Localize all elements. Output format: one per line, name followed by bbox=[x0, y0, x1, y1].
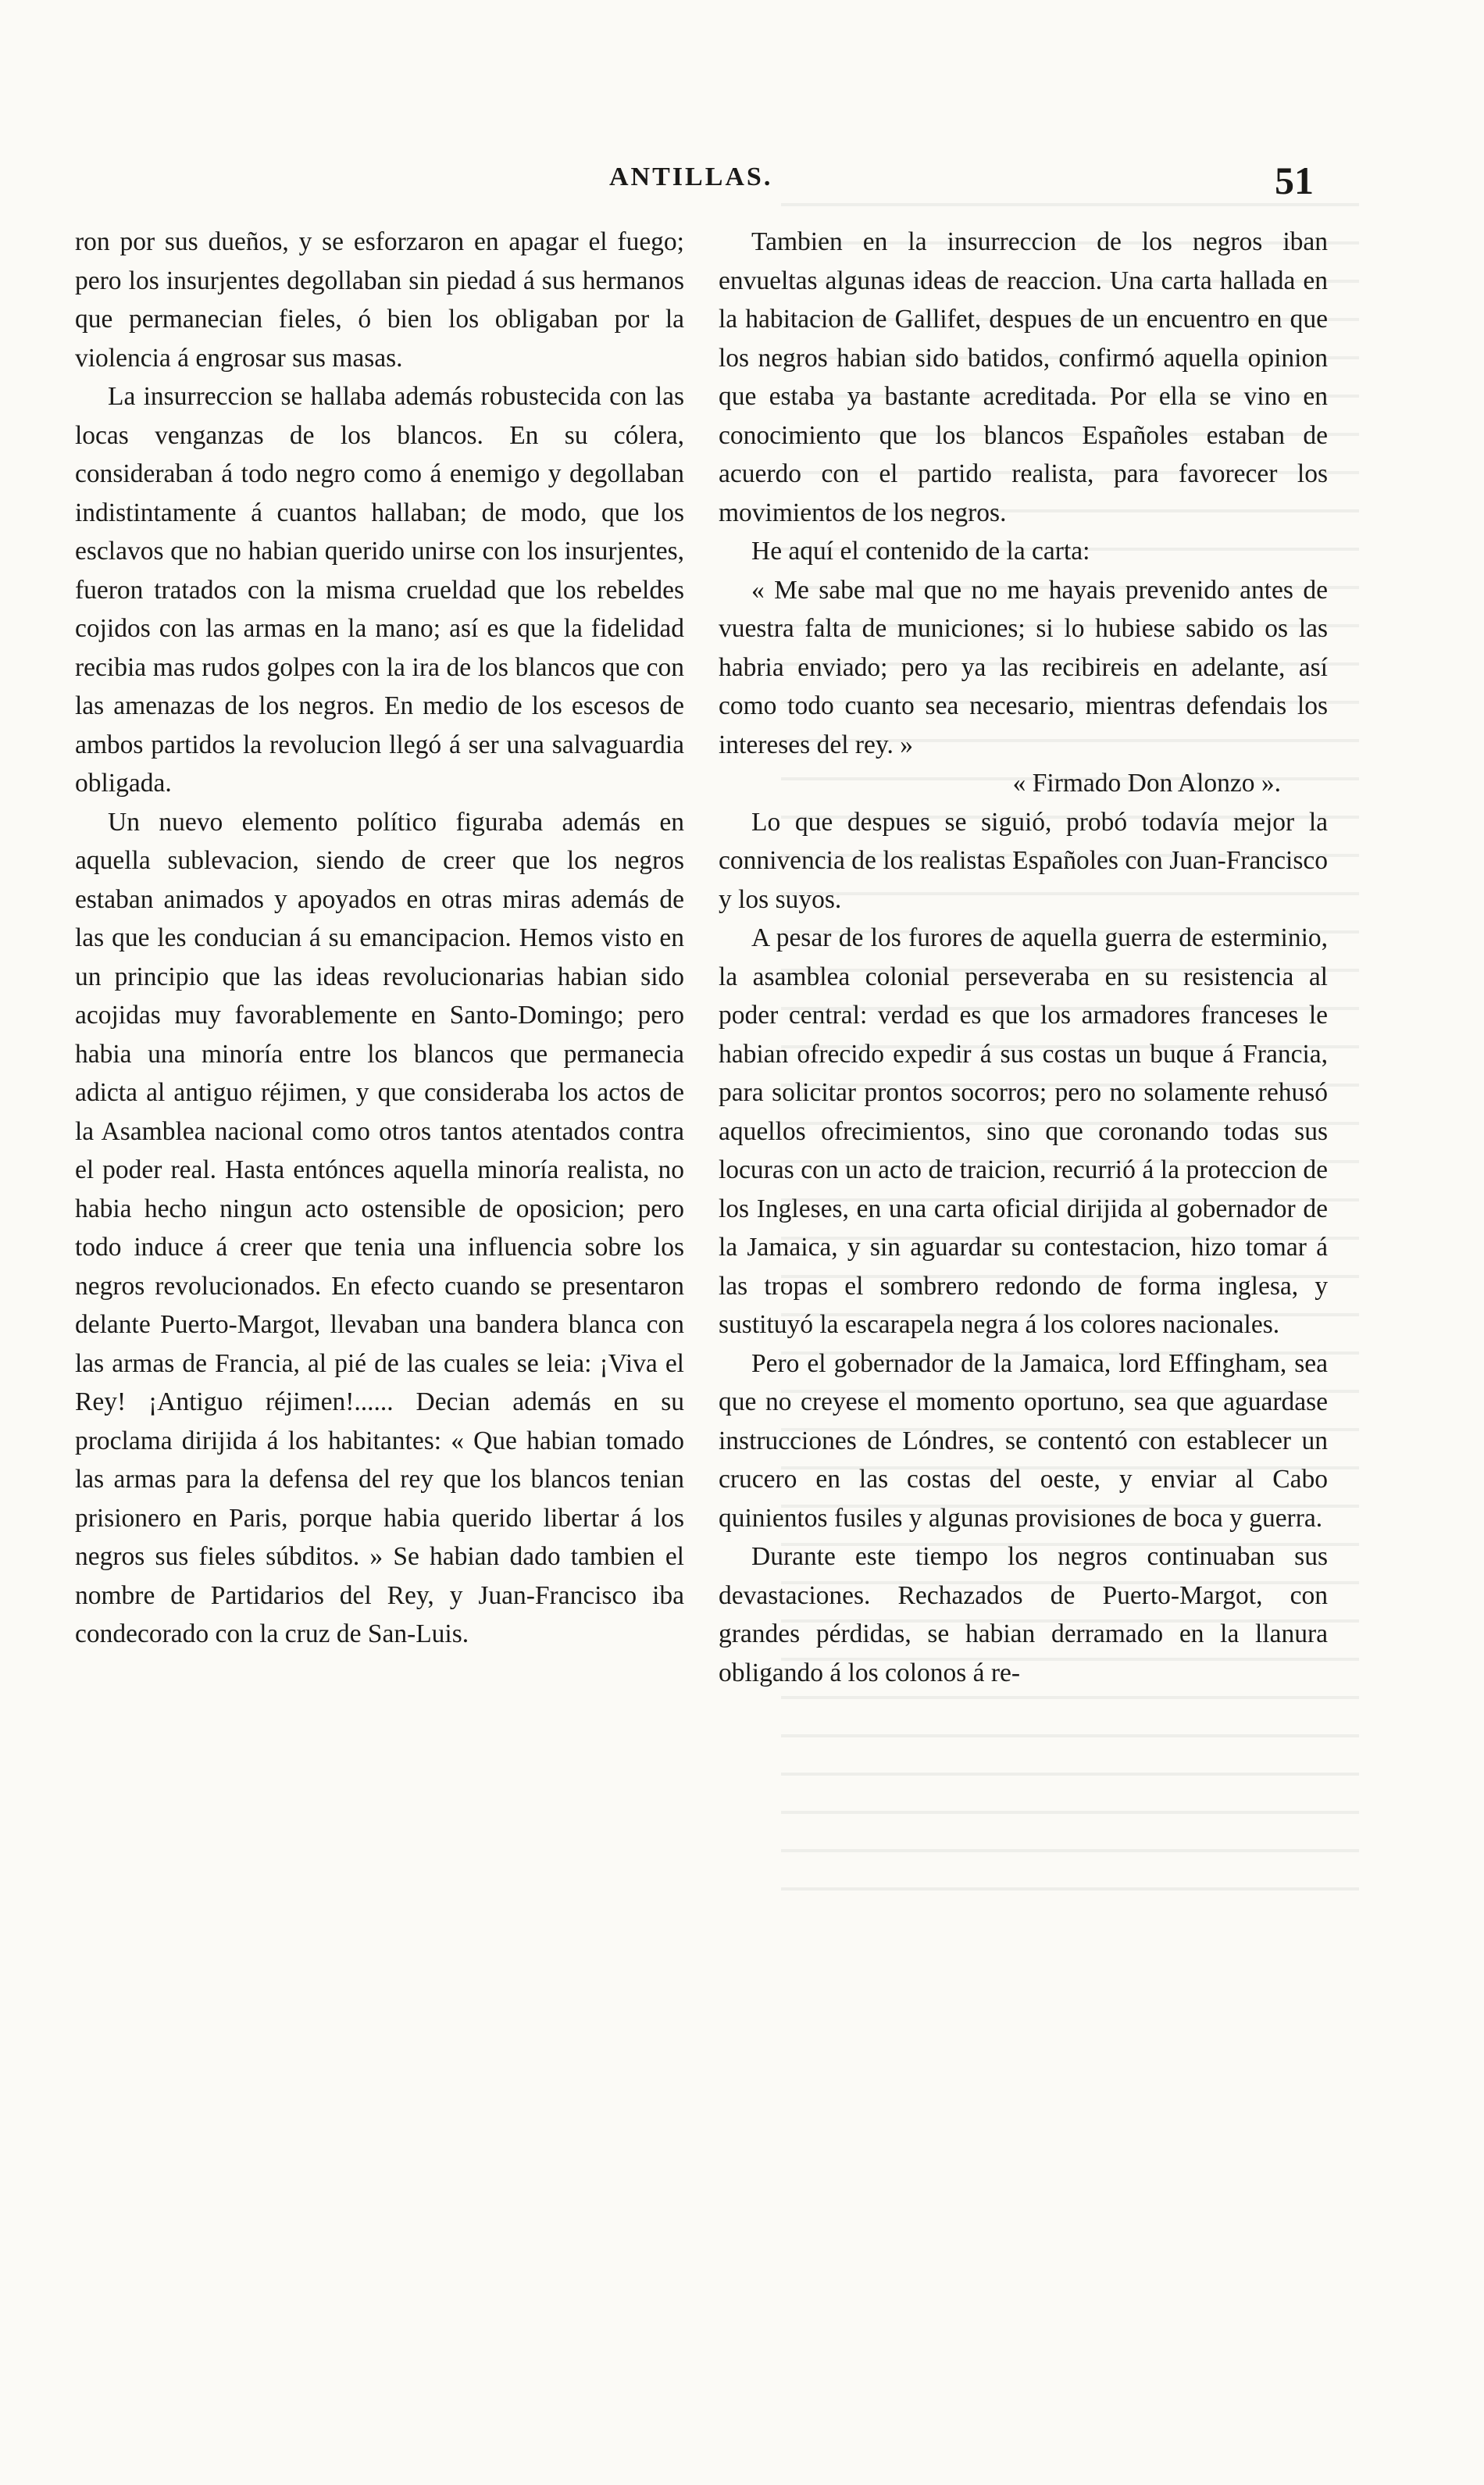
page-header bbox=[0, 159, 1484, 209]
paragraph: He aquí el contenido de la carta: bbox=[751, 537, 1090, 566]
paragraph: La insurreccion se hallaba además robustecida con las locas venganzas de los blancos. En su cólera, consideraban á todo negro como á enemigo y degollaban indistintamente á cuantos hallaban; de modo, que los esclavos que no habian querido unirse con los insurjentes, fueron tratados con la misma crueldad que los rebeldes cojidos con las armas en la mano; así es que la fidelidad recibia mas rudos golpes con la ira de los blancos que con las amenazas de los negros. En medio de los escesos de ambos partidos la revolucion llegó á ser una salvaguardia obligada. bbox=[75, 382, 684, 798]
running-title: ANTILLAS. bbox=[609, 162, 773, 191]
paragraph: Un nuevo elemento político figuraba además en aquella sublevacion, siendo de creer que los negros estaban animados y apoyados en otras miras además de las que les conducian á su emancipacion. Hemos visto en un principio que las ideas revolucionarias habian sido acojidas muy favorablemente en Santo-Domingo; pero habia una minoría entre los blancos que permanecia adicta al antiguo réjimen, y que consideraba los actos de la Asamblea nacional como otros tantos atentados contra el poder real. Hasta entónces aquella minoría realista, no habia hecho ningun acto ostensible de oposicion; pero todo induce á creer que tenia una influencia sobre los negros revolucionados. En efecto cuando se presentaron delante Puerto-Margot, llevaban una bandera blanca con las armas de Francia, al pié de las cuales se leia: ¡Viva el Rey! ¡Antiguo réjimen!...... Decian además en su proclama dirijida á los habitantes: « Que habian tomado las armas para la defensa del rey que los blancos tenian prisionero en Paris, porque habia querido libertar á los negros sus fieles súbditos. » Se habian dado tambien el nombre de Partidarios del Rey, y Juan-Francisco iba condecorado con la cruz de San-Luis. bbox=[75, 807, 684, 1648]
letter-quote: « Me sabe mal que no me hayais prevenido antes de vuestra falta de municiones; si lo hubiese sabido os las habria enviado; pero ya las recibireis en adelante, así como todo cuanto sea necesario, mientras defendais los intereses del rey. » bbox=[719, 575, 1328, 759]
left-column bbox=[75, 223, 684, 2324]
letter-signature: « Firmado Don Alonzo ». bbox=[1012, 769, 1281, 798]
paragraph: Durante este tiempo los negros continuaban sus devastaciones. Rechazados de Puerto-Margot, con grandes pérdidas, se habian derramado en la llanura obligando á los colonos á re- bbox=[719, 1542, 1328, 1687]
paragraph: A pesar de los furores de aquella guerra de esterminio, la asamblea colonial perseveraba en su resistencia al poder central: verdad es que los armadores franceses le habian ofrecido expedir á sus costas un buque á Francia, para solicitar prontos socorros; pero no solamente rehusó aquellos ofrecimientos, sino que coronando todas sus locuras con un acto de traicion, recurrió á la proteccion de los Ingleses, en una carta oficial dirijida al gobernador de la Jamaica, y sin aguardar su contestacion, hizo tomar á las tropas el sombrero redondo de forma inglesa, y sustituyó la escarapela negra á los colores nacionales. bbox=[719, 923, 1328, 1339]
paragraph: Tambien en la insurreccion de los negros iban envueltas algunas ideas de reaccion. Una carta hallada en la habitacion de Gallifet, despues de un encuentro en que los negros habian sido batidos, confirmó aquella opinion que estaba ya bastante acreditada. Por ella se vino en conocimiento que los blancos Españoles estaban de acuerdo con el partido realista, para favorecer los movimientos de los negros. bbox=[719, 227, 1328, 527]
paragraph: ron por sus dueños, y se esforzaron en apagar el fuego; pero los insurjentes degollaban sin piedad á sus hermanos que permanecian fieles, ó bien los obligaban por la violencia á engrosar sus masas. bbox=[75, 227, 684, 373]
paragraph: Pero el gobernador de la Jamaica, lord Effingham, sea que no creyese el momento oportuno, sea que aguardase instrucciones de Lóndres, se contentó con establecer un crucero en las costas del oeste, y enviar al Cabo quinientos fusiles y algunas provisiones de boca y guerra. bbox=[719, 1348, 1328, 1533]
right-column bbox=[719, 223, 1328, 2324]
page-number: 51 bbox=[1275, 159, 1314, 202]
paragraph: Lo que despues se siguió, probó todavía mejor la connivencia de los realistas Españoles con Juan-Francisco y los suyos. bbox=[719, 807, 1328, 914]
